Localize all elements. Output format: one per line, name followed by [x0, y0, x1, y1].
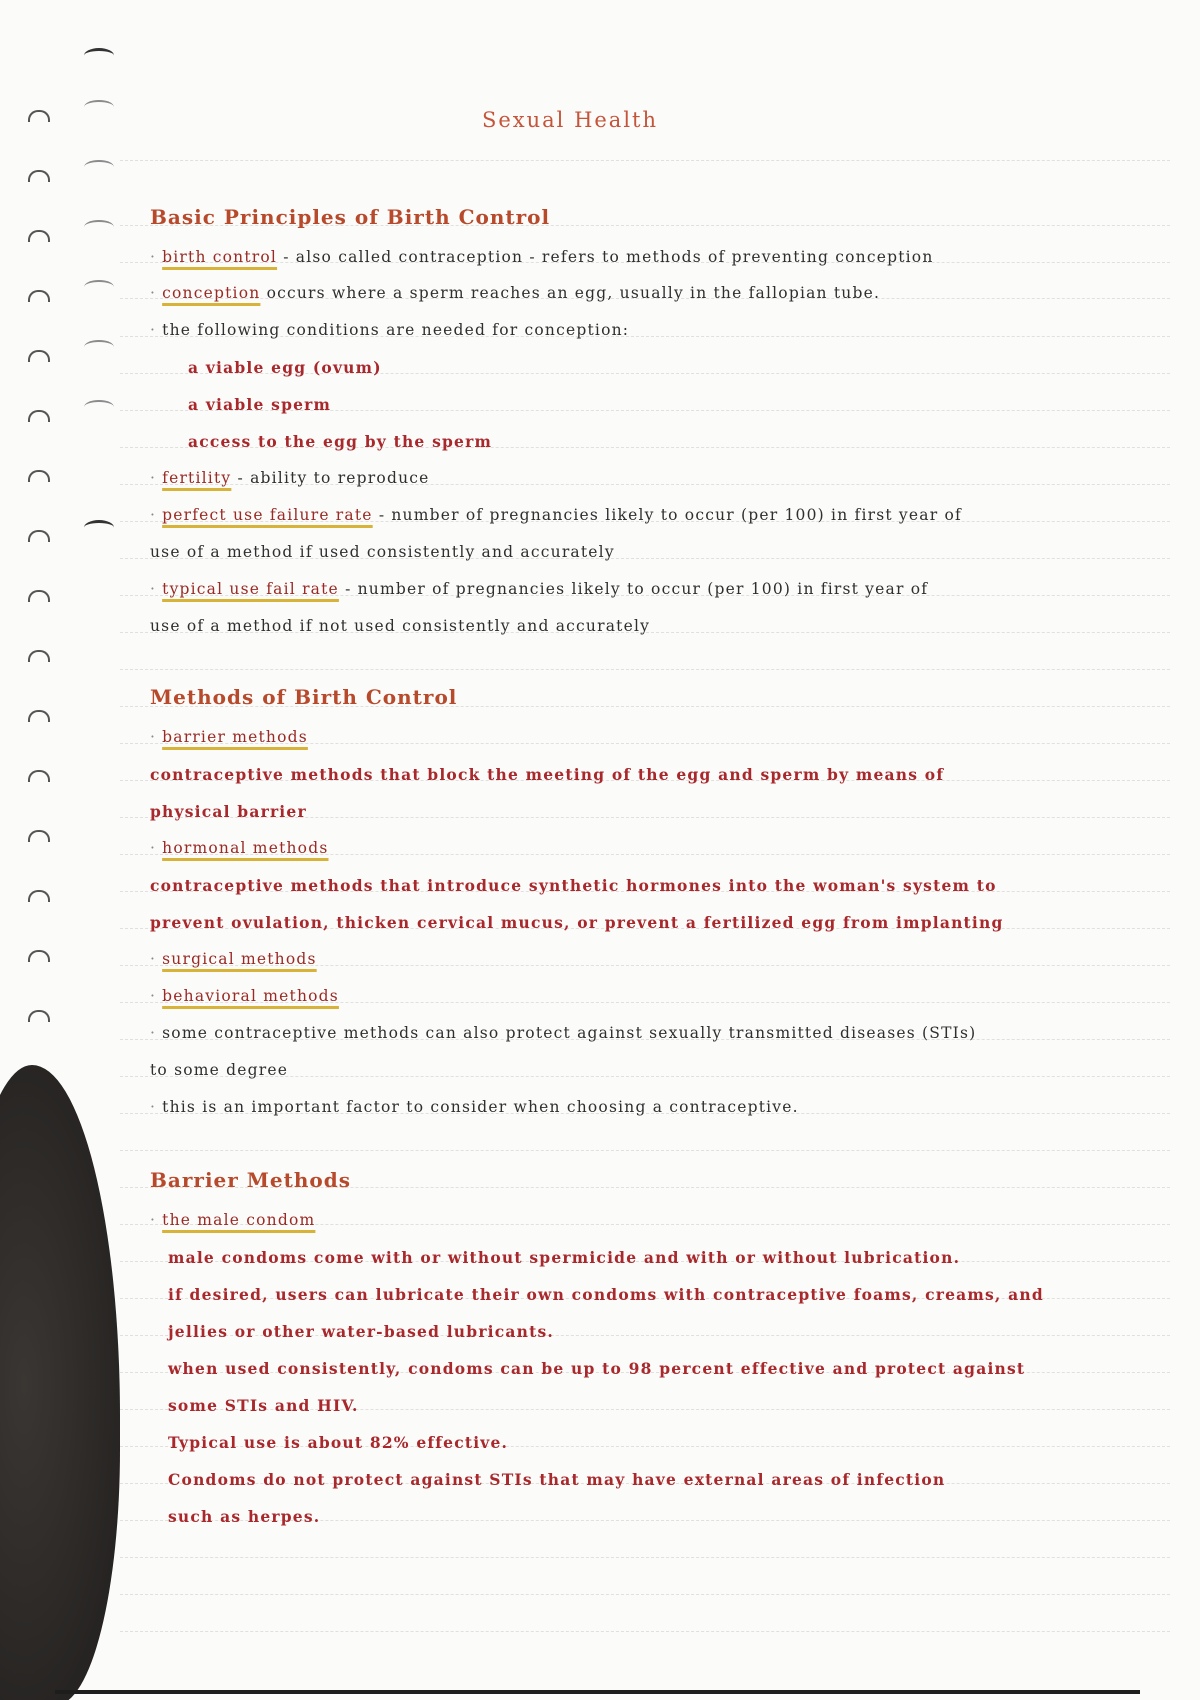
ruled-line [120, 160, 1170, 161]
def-conception: occurs where a sperm reaches an egg, usually in the fallopian tube. [266, 284, 881, 302]
spiral-mark [84, 400, 114, 414]
binder-hole [28, 890, 50, 902]
condom-note: Typical use is about 82% effective. [168, 1433, 509, 1452]
spiral-mark [84, 220, 114, 234]
page-edge [55, 1690, 1140, 1694]
def-fertility: - ability to reproduce [237, 469, 430, 487]
binder-hole [28, 470, 50, 482]
term-behavioral-methods: behavioral methods [162, 987, 339, 1005]
ruled-line [120, 1594, 1170, 1595]
note-important-factor: · this is an important factor to consider when choosing a contraceptive. [150, 1098, 799, 1116]
term-perfect-use: perfect use failure rate [162, 506, 373, 524]
term-hormonal-methods: hormonal methods [162, 839, 329, 857]
def-typical-use: - number of pregnancies likely to occur (per 100) in first year of [345, 580, 929, 598]
condition-item: a viable egg (ovum) [188, 358, 382, 377]
binder-hole [28, 590, 50, 602]
spiral-mark [84, 340, 114, 354]
note-surgical-methods: · surgical methods [150, 950, 317, 968]
term-birth-control: birth control [162, 248, 278, 266]
condom-note: male condoms come with or without spermicide and with or without lubrication. [168, 1248, 961, 1267]
ruled-line [120, 669, 1170, 670]
ruled-line [120, 1631, 1170, 1632]
def-typical-use-cont: use of a method if not used consistently and accurately [150, 617, 651, 635]
ruled-line [120, 1557, 1170, 1558]
def-perfect-use-cont: use of a method if used consistently and accurately [150, 543, 615, 561]
note-male-condom: · the male condom [150, 1211, 316, 1229]
binder-hole [28, 650, 50, 662]
note-hormonal-methods: · hormonal methods [150, 839, 329, 857]
condition-item: a viable sperm [188, 395, 332, 414]
condom-note: jellies or other water-based lubricants. [168, 1322, 555, 1341]
binder-hole [28, 350, 50, 362]
spiral-mark [84, 520, 114, 535]
thumb-shadow [0, 1065, 120, 1700]
note-conditions-intro: · the following conditions are needed for conception: [150, 321, 630, 339]
term-typical-use: typical use fail rate [162, 580, 339, 598]
note-typical-use: · typical use fail rate - number of pregnancies likely to occur (per 100) in first year of [150, 580, 929, 598]
page-title: Sexual Health [481, 108, 659, 132]
sti-protection-cont: to some degree [150, 1061, 289, 1079]
term-fertility: fertility [162, 469, 232, 487]
binder-hole [28, 830, 50, 842]
binder-hole [28, 1010, 50, 1022]
term-conception: conception [162, 284, 261, 302]
binder-hole [28, 530, 50, 542]
condom-note: when used consistently, condoms can be up to 98 percent effective and protect against [168, 1359, 1026, 1378]
note-fertility: · fertility - ability to reproduce [150, 469, 430, 487]
ruled-line [120, 1150, 1170, 1151]
heading-basic-principles: Basic Principles of Birth Control [150, 205, 551, 229]
spiral-mark [84, 160, 114, 174]
note-behavioral-methods: · behavioral methods [150, 987, 339, 1005]
condom-note: if desired, users can lubricate their own condoms with contraceptive foams, creams, and [168, 1285, 1044, 1304]
note-barrier-methods: · barrier methods [150, 728, 308, 746]
spiral-mark [84, 48, 114, 63]
important-factor: this is an important factor to consider when choosing a contraceptive. [162, 1098, 799, 1116]
binder-hole [28, 290, 50, 302]
condom-note: Condoms do not protect against STIs that may have external areas of infection [168, 1470, 946, 1489]
heading-methods: Methods of Birth Control [150, 685, 458, 709]
note-sti-protection: · some contraceptive methods can also protect against sexually transmitted diseases (STIs) [150, 1024, 977, 1042]
note-perfect-use: · perfect use failure rate - number of pregnancies likely to occur (per 100) in first year of [150, 506, 962, 524]
note-conception: · conception occurs where a sperm reaches an egg, usually in the fallopian tube. [150, 284, 881, 302]
def-hormonal-methods-cont: prevent ovulation, thicken cervical mucus, or prevent a fertilized egg from implanting [150, 913, 1004, 932]
note-birth-control: · birth control - also called contraception - refers to methods of preventing conception [150, 248, 934, 266]
def-perfect-use: - number of pregnancies likely to occur (per 100) in first year of [378, 506, 962, 524]
binder-hole [28, 230, 50, 242]
sti-protection: some contraceptive methods can also protect against sexually transmitted diseases (STIs) [162, 1024, 977, 1042]
binder-hole [28, 710, 50, 722]
term-surgical-methods: surgical methods [162, 950, 317, 968]
heading-barrier-methods: Barrier Methods [150, 1168, 351, 1192]
def-birth-control: - also called contraception - refers to methods of preventing conception [283, 248, 934, 266]
condom-note: such as herpes. [168, 1507, 321, 1526]
term-male-condom: the male condom [162, 1211, 316, 1229]
def-hormonal-methods: contraceptive methods that introduce synthetic hormones into the woman's system to [150, 876, 997, 895]
binder-hole [28, 950, 50, 962]
binder-hole [28, 770, 50, 782]
binder-hole [28, 170, 50, 182]
def-barrier-methods: contraceptive methods that block the meeting of the egg and sperm by means of [150, 765, 945, 784]
condom-note: some STIs and HIV. [168, 1396, 359, 1415]
condition-item: access to the egg by the sperm [188, 432, 493, 451]
conditions-intro: the following conditions are needed for conception: [162, 321, 630, 339]
term-barrier-methods: barrier methods [162, 728, 308, 746]
def-barrier-methods-cont: physical barrier [150, 802, 307, 821]
spiral-mark [84, 280, 114, 294]
binder-hole [28, 410, 50, 422]
